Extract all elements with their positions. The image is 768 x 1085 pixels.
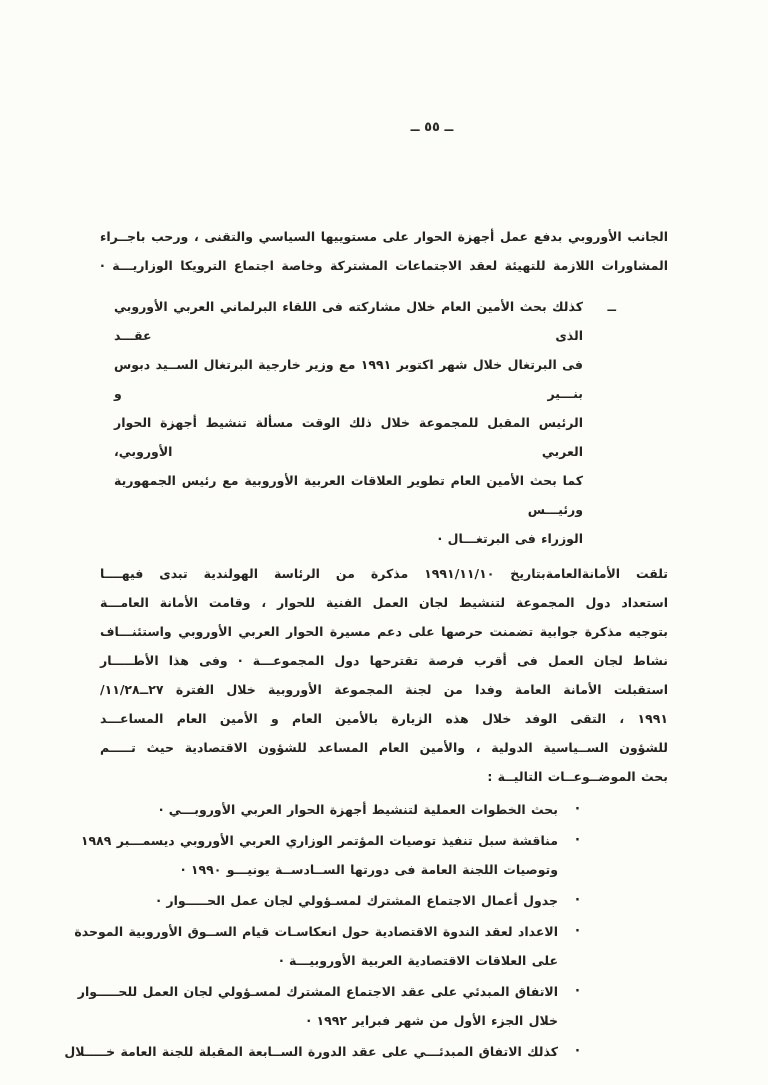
text-line: مناقشة سبل تنفيذ توصيات المؤتمر الوزاري العربي الأوروبي ديسمـــبر ١٩٨٩ — [80, 833, 558, 848]
text-line: بحث الخطوات العملية لتنشيط أجهزة الحوار العربي الأوروبـــي · — [158, 802, 558, 817]
text-line: الاعداد لعقد الندوة الاقتصادية حول انعكاسـات قيام الســوق الأوروبية الموحدة — [74, 924, 558, 939]
text-line: للشؤون الســياسية الدولية ، والأمين العام المساعد للشؤون الاقتصادية حيث تـــــم — [100, 740, 668, 755]
bullet-item — [100, 795, 580, 824]
bullet-text — [80, 826, 558, 884]
text-line: فى البرتغال خلال شهر اكتوبر ١٩٩١ مع وزير خارجية البرتغال الســيد دبوس بنـــير و — [114, 357, 583, 401]
bullet-text — [100, 886, 558, 915]
text-line: كذلك بحث الأمين العام خلال مشاركته فى اللقاء البرلماني العربي الأوروبي الذى عقـــد — [114, 299, 583, 343]
paragraph — [100, 559, 668, 791]
bullet-marker: · — [575, 1044, 580, 1059]
bullet-item — [74, 917, 580, 975]
paragraph-continuation — [100, 222, 668, 280]
bullet-text — [74, 917, 558, 975]
paragraph-dashed-item — [100, 292, 668, 553]
text-line: تلقت الأمانةالعامةبتاريخ ١٠‏/١١‏/١٩٩١ مذكرة من الرئاسة الهولندية تبدى فيهــــا — [100, 566, 669, 581]
bullet-text — [100, 795, 558, 824]
text-line: الرئيس المقبل للمجموعة خلال ذلك الوقت مسألة تنشيط أجهزة الحوار العربي الأوروبي، — [114, 415, 583, 459]
bullet-text — [64, 1037, 558, 1066]
bullet-marker: · — [575, 802, 580, 817]
text-line: وتوصيات اللجنة العامة فى دورتها الســادســة يونيـــو ١٩٩٠ · — [180, 862, 558, 877]
text-line: خلال الجزء الأول من شهر فبراير ١٩٩٢ · — [306, 1013, 558, 1028]
document-body — [64, 222, 669, 1068]
text-line: الجانب الأوروبي بدفع عمل أجهزة الحوار على مستوييها السياسي والتقنى ، ورحب باجــراء — [100, 229, 668, 244]
bullet-marker: · — [575, 833, 580, 848]
text-line: كما بحث الأمين العام تطوير العلاقات العربية الأوروبية مع رئيس الجمهورية ورئيـــس — [114, 473, 583, 517]
bullet-marker: · — [575, 924, 580, 939]
bullet-item — [80, 826, 580, 884]
text-line: نشاط لجان العمل فى أقرب فرصة تقترحها دول المجموعـــة · وفى هذا الأطـــــار — [100, 653, 668, 668]
bullet-list — [64, 795, 668, 1066]
text-line: الوزراء فى البرتغـــال · — [437, 531, 583, 546]
bullet-text — [77, 977, 558, 1035]
text-line: المشاورات اللازمة للتهيئة لعقد الاجتماعات المشتركة وخاصة اجتماع الترويكا الوزاريـــة · — [100, 258, 668, 273]
text-line: الاتفاق المبدئي على عقد الاجتماع المشترك لمسـؤولي لجان العمل للحـــــوار — [77, 984, 558, 999]
text-line: ١٩٩١ ، التقى الوفد خلال هذه الزيارة بالأمين العام و الأمين العام المساعـــد — [100, 711, 668, 726]
dash-list-marker: ــ — [607, 299, 616, 314]
text-line: جدول أعمال الاجتماع المشترك لمسـؤولي لجان عمل الحـــــوار · — [156, 893, 558, 908]
bullet-marker: · — [575, 984, 580, 999]
bullet-item — [64, 1037, 580, 1066]
text-line: على العلاقات الاقتصادية العربية الأوروبيـــة · — [278, 953, 558, 968]
bullet-item — [100, 886, 580, 915]
page-number: ــ ٥٥ ــ — [410, 120, 454, 135]
text-line: بتوجيه مذكرة جوابية تضمنت حرصها على دعم مسيرة الحوار العربي الأوروبي واستئنـــاف — [100, 624, 668, 639]
text-line: بحث الموضــوعــات التاليــة : — [487, 769, 668, 784]
bullet-item — [77, 977, 580, 1035]
text-line: كذلك الاتفاق المبدئـــي على عقد الدورة الســابعة المقبلة للجنة العامة خـــــلال — [64, 1044, 558, 1059]
text-line: استقبلت الأمانة العامة وفدا من لجنة المجموعة الأوروبية خلال الفترة ٢٧ــ٢٨‏/١١‏/ — [100, 682, 668, 697]
bullet-marker: · — [575, 893, 580, 908]
text-line: استعداد دول المجموعة لتنشيط لجان العمل الفنية للحوار ، وقامت الأمانة العامـــة — [100, 595, 668, 610]
